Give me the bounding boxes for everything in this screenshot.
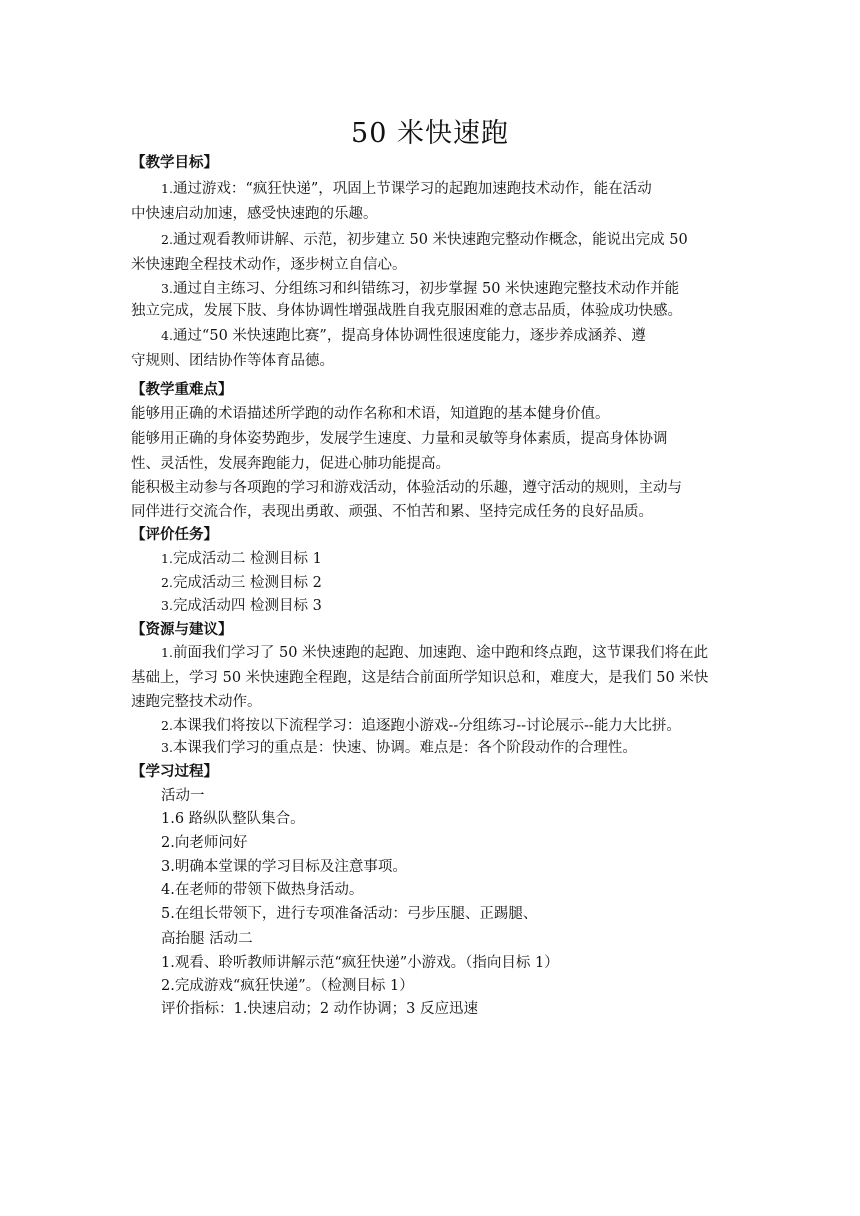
goal-item-4-line-2: 守规则、团结协作等体育品德。	[131, 353, 334, 369]
assessment-item-3: 3.完成活动四 检测目标 3	[161, 598, 322, 614]
process-line-5: 4.在老师的带领下做热身活动。	[161, 882, 364, 898]
difficulties-line-3: 性、灵活性，发展奔跑能力，促进心肺功能提高。	[131, 456, 450, 472]
goal-item-1-line-2: 中快速启动加速，感受快速跑的乐趣。	[131, 206, 378, 222]
process-line-7: 高抬腿 活动二	[161, 931, 253, 947]
process-line-2: 1.6 路纵队整队集合。	[161, 811, 305, 827]
goal-item-3-line-1: 3.通过自主练习、分组练习和纠错练习，初步掌握 50 米快速跑完整技术动作并能	[161, 281, 680, 297]
resources-item-1-line-2: 基础上，学习 50 米快速跑全程跑，这是结合前面所学知识总和，难度大，是我们 50 米快	[131, 670, 709, 686]
difficulties-line-2: 能够用正确的身体姿势跑步，发展学生速度、力量和灵敏等身体素质，提高身体协调	[131, 431, 668, 447]
goal-item-3-line-2: 独立完成，发展下肢、身体协调性增强战胜自我克服困难的意志品质，体验成功快感。	[131, 303, 682, 319]
process-line-6: 5.在组长带领下，进行专项准备活动：弓步压腿、正踢腿、	[161, 906, 538, 922]
assessment-item-2: 2.完成活动三 检测目标 2	[161, 575, 322, 591]
difficulties-heading: 【教学重难点】	[131, 382, 233, 398]
resources-item-3: 3.本课我们学习的重点是：快速、协调。难点是：各个阶段动作的合理性。	[161, 740, 637, 756]
difficulties-line-1: 能够用正确的术语描述所学跑的动作名称和术语，知道跑的基本健身价值。	[131, 406, 610, 422]
page-title: 50 米快速跑	[351, 118, 509, 149]
assessment-heading: 【评价任务】	[131, 527, 218, 543]
resources-item-1-line-3: 速跑完整技术动作。	[131, 694, 262, 710]
process-line-3: 2.向老师问好	[161, 835, 248, 851]
resources-heading: 【资源与建议】	[131, 622, 233, 638]
goal-item-2-line-1: 2.通过观看教师讲解、示范，初步建立 50 米快速跑完整动作概念，能说出完成 50	[161, 232, 688, 248]
goal-item-1-line-1: 1.通过游戏：“疯狂快递”，巩固上节课学习的起跑加速跑技术动作，能在活动	[161, 181, 652, 197]
goal-item-1-num: 1.	[161, 181, 173, 196]
process-line-8: 1.观看、聆听教师讲解示范“疯狂快递”小游戏。（指向目标 1）	[161, 955, 559, 971]
process-heading: 【学习过程】	[131, 764, 218, 780]
process-line-1: 活动一	[161, 788, 205, 804]
goal-item-4-num: 4.	[161, 328, 173, 343]
goal-item-4-line-1: 4.通过“50 米快速跑比赛”，提高身体协调性很速度能力，逐步养成涵养、遵	[161, 328, 646, 344]
process-line-10: 评价指标：1.快速启动；2 动作协调；3 反应迅速	[161, 1001, 479, 1017]
process-line-9: 2.完成游戏“疯狂快递”。（检测目标 1）	[161, 978, 414, 994]
goals-heading: 【教学目标】	[131, 155, 218, 171]
goal-item-2-line-2: 米快速跑全程技术动作，逐步树立自信心。	[131, 257, 407, 273]
difficulties-line-5: 同伴进行交流合作，表现出勇敢、顽强、不怕苦和累、坚持完成任务的良好品质。	[131, 504, 653, 520]
resources-item-2: 2.本课我们将按以下流程学习：追逐跑小游戏--分组练习--讨论展示--能力大比拼。	[161, 718, 681, 734]
goal-item-3-num: 3.	[161, 281, 173, 296]
assessment-item-1: 1.完成活动二 检测目标 1	[161, 551, 322, 567]
process-line-4: 3.明确本堂课的学习目标及注意事项。	[161, 859, 407, 875]
resources-item-1-line-1: 1.前面我们学习了 50 米快速跑的起跑、加速跑、途中跑和终点跑，这节课我们将在此	[161, 645, 709, 661]
difficulties-line-4: 能积极主动参与各项跑的学习和游戏活动，体验活动的乐趣，遵守活动的规则，主动与	[131, 480, 682, 496]
goal-item-2-num: 2.	[161, 232, 173, 247]
